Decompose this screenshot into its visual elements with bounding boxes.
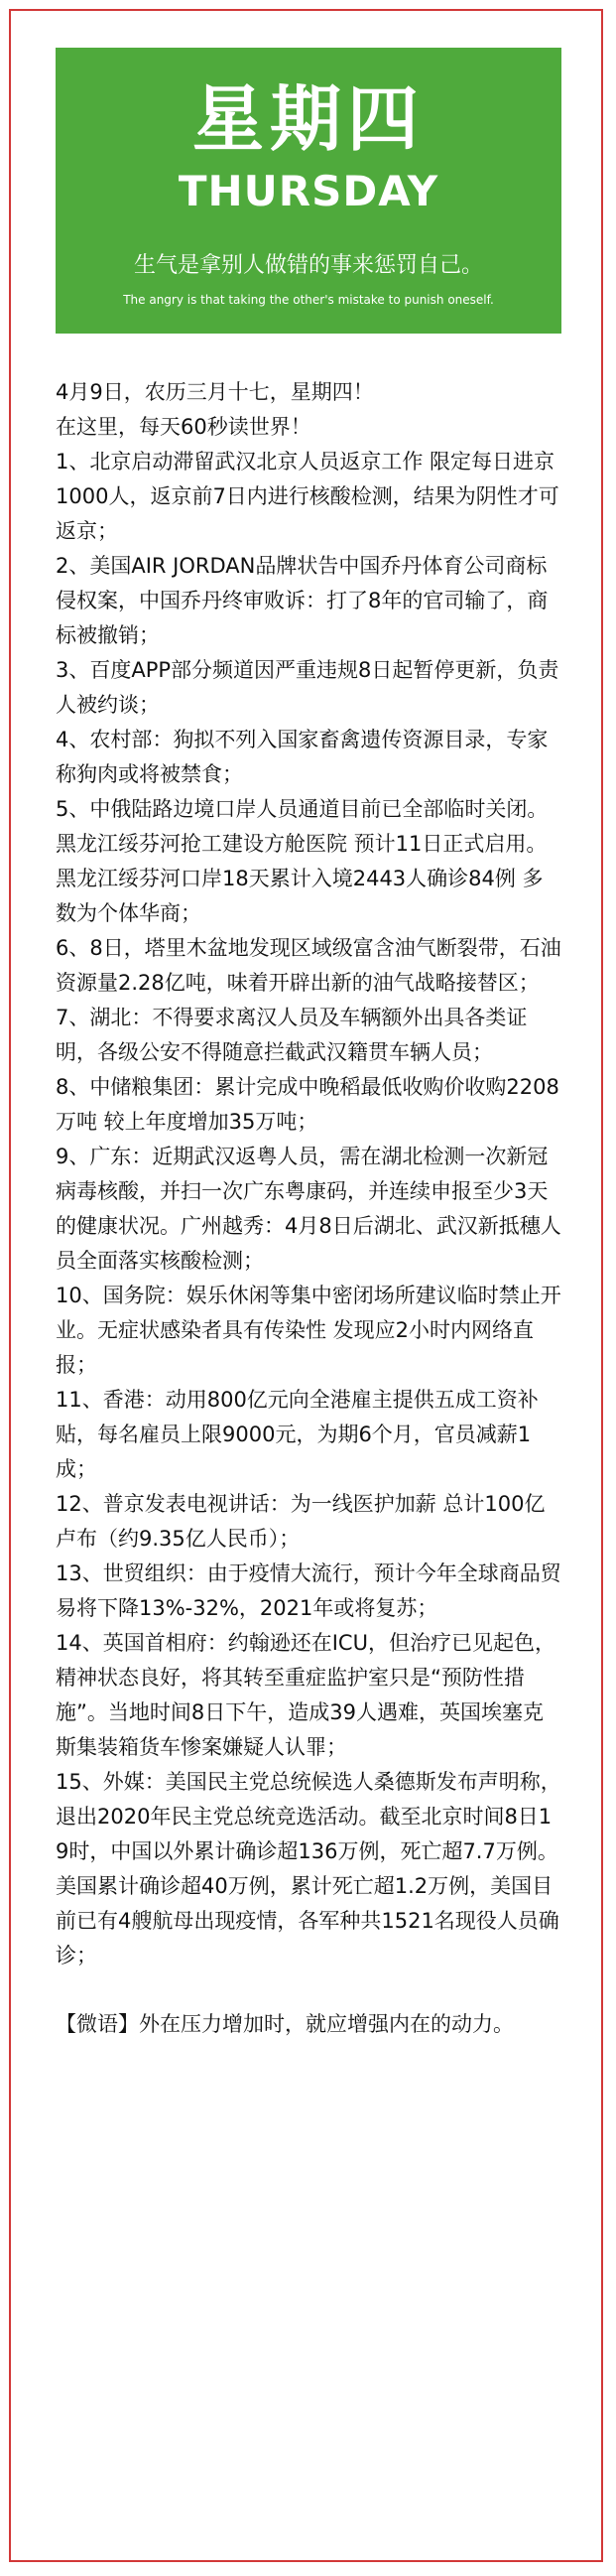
- news-item: 13、世贸组织：由于疫情大流行，预计今年全球商品贸易将下降13%-32%，2021年或将复苏；: [56, 1561, 561, 1620]
- news-item: 14、英国首相府：约翰逊还在ICU，但治疗已见起色，精神状态良好，将其转至重症监护室只是“预防性措施”。当地时间8日下午，造成39人遇难，英国埃塞克斯集装箱货车惨案嫌疑人认罪；: [56, 1631, 555, 1759]
- daily-quote: 【微语】外在压力增加时，就应增强内在的动力。: [56, 2012, 514, 2036]
- news-item: 12、普京发表电视讲话：为一线医护加薪 总计100亿卢布（约9.35亿人民币）；: [56, 1492, 546, 1551]
- news-item: 6、8日，塔里木盆地发现区域级富含油气断裂带，石油资源量2.28亿吨，味着开辟出新的油气战略接替区；: [56, 936, 561, 995]
- news-item: 1、北京启动滞留武汉北京人员返京工作 限定每日进京1000人，返京前7日内进行核酸检测，结果为阴性才可返京；: [56, 450, 559, 543]
- news-item: 5、中俄陆路边境口岸人员通道目前已全部临时关闭。黑龙江绥芬河抢工建设方舱医院 预计11日正式启用。黑龙江绥芬河口岸18天累计入境2443人确诊84例 多数为个体华商；: [56, 797, 549, 925]
- weekday-banner: [56, 48, 561, 334]
- motto-chinese: 生气是拿别人做错的事来惩罚自己。: [133, 253, 483, 278]
- intro-date: 4月9日，农历三月十七，星期四！: [56, 380, 374, 404]
- news-item: 4、农村部：狗拟不列入国家畜禽遗传资源目录，专家称狗肉或将被禁食；: [56, 728, 549, 786]
- news-item: 11、香港：动用800亿元向全港雇主提供五成工资补贴，每名雇员上限9000元，为期6个月，官员减薪1成；: [56, 1388, 539, 1481]
- news-item: 10、国务院：娱乐休闲等集中密闭场所建议临时禁止开业。无症状感染者具有传染性 发现应2小时内网络直报；: [56, 1284, 561, 1377]
- news-item: 15、外媒：美国民主党总统候选人桑德斯发布声明称，退出2020年民主党总统竞选活动。截至北京时间8日19时，中国以外累计确诊超136万例，死亡超7.7万例。美国累计确诊超40万例，累计死亡超1.2万例，美国目前已有4艘航母出现疫情，各军种共1521名现役人员确诊；: [56, 1770, 561, 1967]
- weekday-english: THURSDAY: [178, 167, 439, 215]
- news-item: 9、广东：近期武汉返粤人员，需在湖北检测一次新冠病毒核酸，并扫一次广东粤康码，并连续申报至少3天的健康状况。广州越秀：4月8日后湖北、武汉新抵穗人员全面落实核酸检测；: [56, 1145, 561, 1273]
- weekday-chinese: 星期四: [191, 77, 425, 161]
- news-content: [56, 375, 563, 2042]
- quote-spacer: [56, 1973, 563, 2007]
- news-item: 2、美国AIR JORDAN品牌状告中国乔丹体育公司商标侵权案，中国乔丹终审败诉：打了8年的官司输了，商标被撤销；: [56, 554, 549, 647]
- news-item: 7、湖北：不得要求离汉人员及车辆额外出具各类证明，各级公安不得随意拦截武汉籍贯车辆人员；: [56, 1006, 528, 1064]
- news-item: 8、中储粮集团：累计完成中晚稻最低收购价收购2208万吨 较上年度增加35万吨；: [56, 1075, 559, 1134]
- news-item: 3、百度APP部分频道因严重违规8日起暂停更新，负责人被约谈；: [56, 658, 559, 717]
- motto-english: The angry is that taking the other's mistake to punish oneself.: [123, 293, 494, 307]
- intro-tagline: 在这里，每天60秒读世界！: [56, 415, 311, 439]
